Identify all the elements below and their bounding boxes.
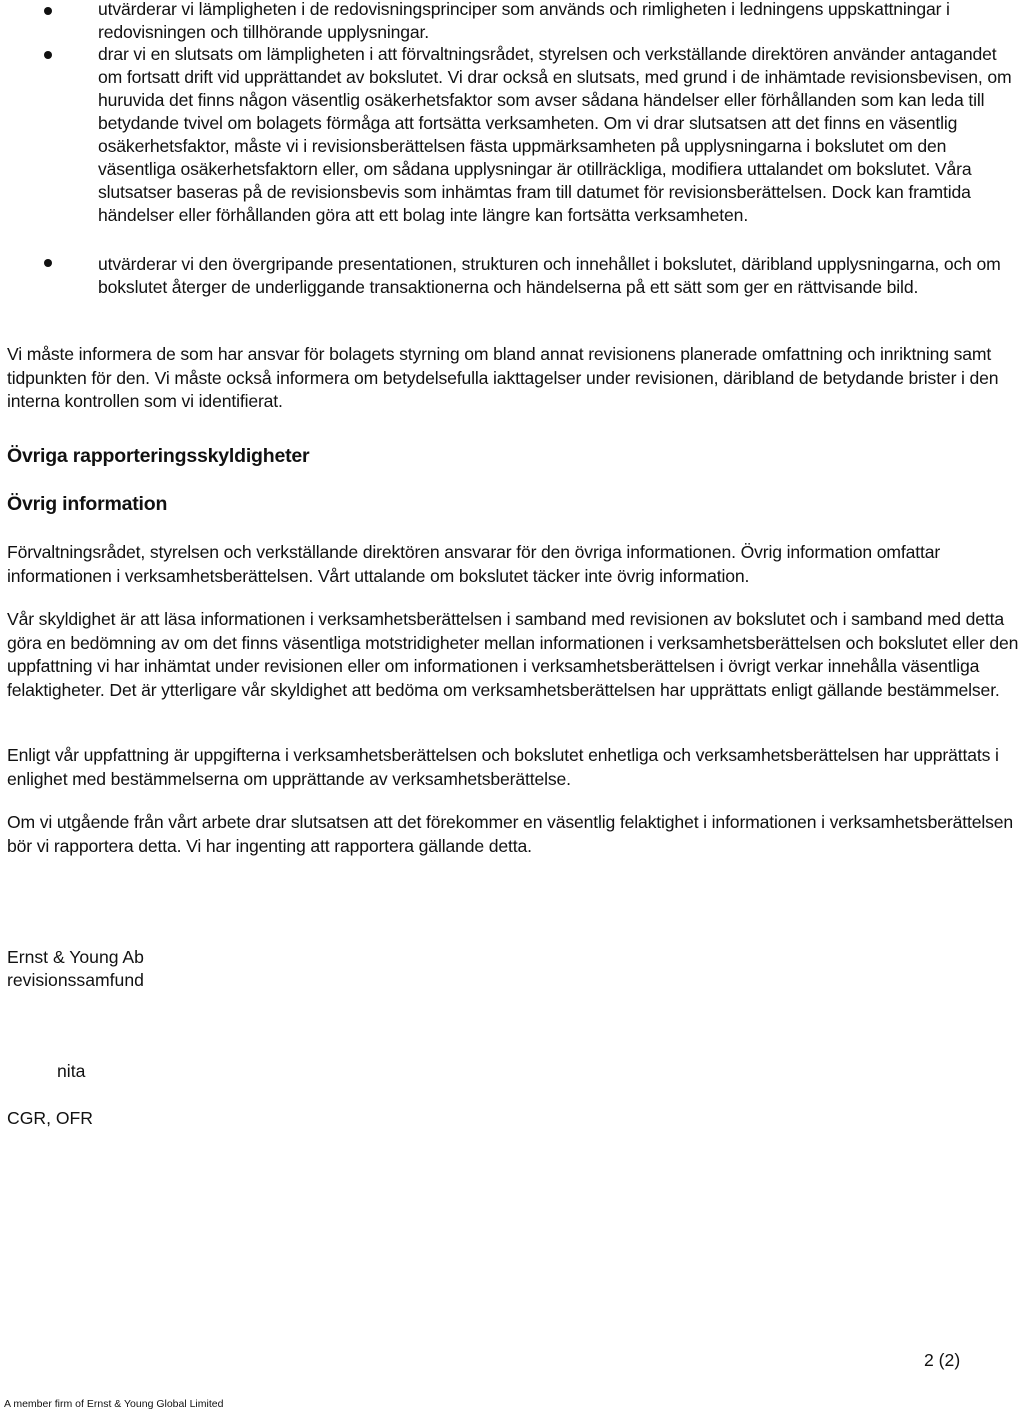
signature-name: nita (57, 1061, 86, 1081)
signature-firm-type: revisionssamfund (7, 970, 144, 990)
signature-credentials: CGR, OFR (7, 1108, 94, 1128)
signature-firm-name: Ernst & Young Ab (7, 947, 144, 967)
bullet-icon (44, 7, 52, 15)
section-heading: Övriga rapporteringsskyldigheter (7, 445, 310, 467)
other-info-paragraph: Förvaltningsrådet, styrelsen och verkställande direktören ansvarar för den övriga informationen. Övrig information omfattar informationen i verksamhetsberättelsen. Vårt uttalande om bokslutet täcker inte övrig information. (7, 542, 941, 586)
bullet-icon (44, 259, 52, 267)
list-item-text: drar vi en slutsats om lämpligheten i att förvaltningsrådet, styrelsen och verkställande direktören använder antagandet om fortsatt drift vid upprättandet av bokslutet. Vi drar också en slutsats, med grund i de inhämtade revisionsbevisen, om huruvida det finns någon väsentlig osäkerhetsfaktor som avser sådana händelser eller förhållanden som kan leda till betydande tvivel om bolagets förmåga att fortsätta verksamheten. Om vi drar slutsatsen att det finns en väsentlig osäkerhetsfaktor, måste vi i revisionsberättelsen fästa uppmärksamheten på upplysningarna i bokslutet om den väsentliga osäkerhetsfaktorn eller, om sådana upplysningar är otillräckliga, modifiera uttalandet om bokslutet. Våra slutsatser baseras på de revisionsbevis som inhämtas fram till datumet för revisionsberättelsen. Dock kan framtida händelser eller förhållanden göra att ett bolag inte längre kan fortsätta verksamheten. (98, 44, 1012, 225)
other-info-paragraph: Om vi utgående från vårt arbete drar slutsatsen att det förekommer en väsentlig felaktighet i informationen i verksamhetsberättelsen bör vi rapportera detta. Vi har ingenting att rapportera gällande detta. (7, 812, 1014, 856)
list-item-text: utvärderar vi den övergripande presentationen, strukturen och innehållet i bokslutet, däribland upplysningarna, och om bokslutet återger de underliggande transaktionerna och händelserna på ett sätt som ger en rättvisande bild. (98, 254, 1001, 297)
page-number: 2 (2) (924, 1350, 961, 1370)
other-info-paragraph: Enligt vår uppfattning är uppgifterna i verksamhetsberättelsen och bokslutet enhetliga och verksamhetsberättelsen har upprättats i enlighet med bestämmelserna om upprättande av verksamhetsberättelse. (7, 745, 999, 789)
footer-text: A member firm of Ernst & Young Global Limited (4, 1398, 224, 1410)
governance-paragraph: Vi måste informera de som har ansvar för bolagets styrning om bland annat revisionens planerade omfattning och inriktning samt tidpunkten för den. Vi måste också informera om betydelsefulla iakttagelser under revisionen, däribland de betydande brister i den interna kontrollen som vi identifierat. (7, 344, 999, 411)
other-info-paragraph: Vår skyldighet är att läsa informationen i verksamhetsberättelsen i samband med revisionen av bokslutet och i samband med detta göra en bedömning av om det finns väsentliga motstridigheter mellan informationen i verksamhetsberättelsen och bokslutet eller den uppfattning vi har inhämtat under revisionen eller om informationen i verksamhetsberättelsen i övrigt verkar innehålla väsentliga felaktigheter. Det är ytterligare vår skyldighet att bedöma om verksamhetsberättelsen har upprättats enligt gällande bestämmelser. (7, 609, 1019, 700)
list-item-text: utvärderar vi lämpligheten i de redovisningsprinciper som används och rimligheten i ledningens uppskattningar i redovisningen och tillhörande upplysningar. (98, 0, 950, 42)
bullet-icon (44, 51, 52, 59)
subsection-heading: Övrig information (7, 493, 168, 515)
